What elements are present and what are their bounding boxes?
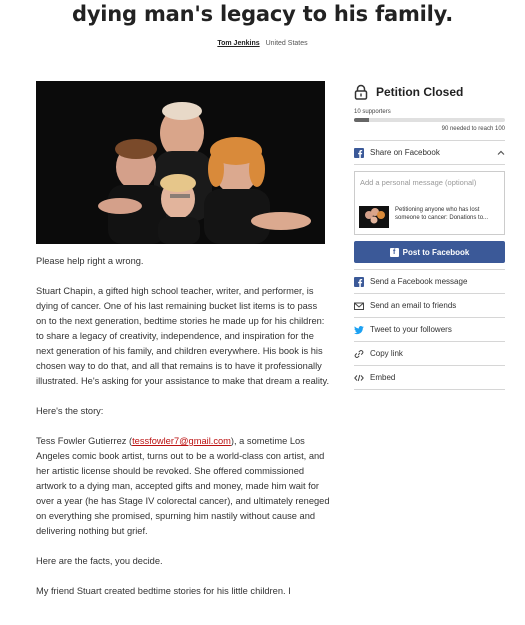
petition-status [354,81,505,103]
tess-text-after: ), a sometime Los Angeles comic book artist, turns out to be a world-class con artist, and her artistic license should be revoked. She offered commissioned artwork to a dying man, accepted gifts and money, made him wait for over a year (he has Stage IV colorectal cancer), and ultimately reneged on everything she promised, spurning him nastily without cause and delivering nothing but grief. [36,436,330,536]
share-on-facebook-toggle[interactable] [354,141,505,165]
tess-email-link[interactable]: tessfowler7@gmail.com [132,436,231,446]
story-paragraph-tess [36,434,330,539]
petition-photo [36,81,325,244]
copy-link-label: Copy link [370,349,403,358]
email-icon [354,301,364,311]
story-paragraph-facts: Here are the facts, you decide. [36,556,163,566]
send-facebook-message-label: Send a Facebook message [370,277,468,286]
supporters-count: 10 supporters [354,109,391,115]
progress-bar [354,118,505,122]
send-email-label: Send an email to friends [370,301,457,310]
lock-icon [354,84,368,100]
chevron-up-icon[interactable] [497,149,505,157]
personal-message-input[interactable]: Add a personal message (optional) [360,178,477,187]
tess-text-before: Tess Fowler Gutierrez ( [36,436,133,446]
share-on-facebook-label: Share on Facebook [370,148,440,157]
progress-fill [354,118,369,122]
share-sidebar [354,81,505,390]
author-link[interactable]: Tom Jenkins [217,40,260,47]
share-preview-text: Petitioning anyone who has lost someone to cancer: Donations to... [395,207,489,221]
embed-label: Embed [370,373,396,382]
embed-row[interactable] [354,366,505,390]
story-paragraph-2: Stuart Chapin, a gifted high school teacher, writer, and performer, is dying of cancer. One of his last remaining bucket list items is to pass on to the next generation, bedtime stories he made up for his children: to share a legacy of creativity, independence, and inspiration for the next generation of his family, and children everywhere. His book is his chosen way to do that, and all that remains is to have it professionally illustrated. He's asking for your assistance to make that dream a reality. [36,286,330,386]
family-photo-image [36,81,325,244]
byline [0,40,525,47]
post-to-facebook-button[interactable] [354,241,505,263]
copy-link-row[interactable] [354,342,505,366]
send-facebook-message-row[interactable] [354,270,505,294]
embed-icon [354,373,364,383]
facebook-messenger-icon [354,277,364,287]
twitter-icon [354,325,364,335]
facebook-icon [354,148,364,158]
link-icon [354,349,364,359]
share-preview-thumbnail [359,206,389,228]
tweet-label: Tweet to your followers [370,325,452,334]
send-email-row[interactable] [354,294,505,318]
story-paragraph-1: Please help right a wrong. [36,256,144,266]
petition-status-label: Petition Closed [376,85,464,99]
post-to-facebook-label: Post to Facebook [402,247,470,257]
facebook-message-box[interactable] [354,171,505,235]
petition-title: dying man's legacy to his family. [71,2,453,26]
story-paragraph-3: Here's the story: [36,406,104,416]
supporters-needed: 90 needed to reach 100 [441,126,505,132]
author-location: United States [265,40,308,47]
preview-image [359,206,389,228]
share-preview [359,206,499,228]
tweet-row[interactable] [354,318,505,342]
petition-story [36,254,330,614]
facebook-f-icon: f [390,248,399,257]
story-paragraph-last: My friend Stuart created bedtime stories for his little children. I [36,586,291,596]
